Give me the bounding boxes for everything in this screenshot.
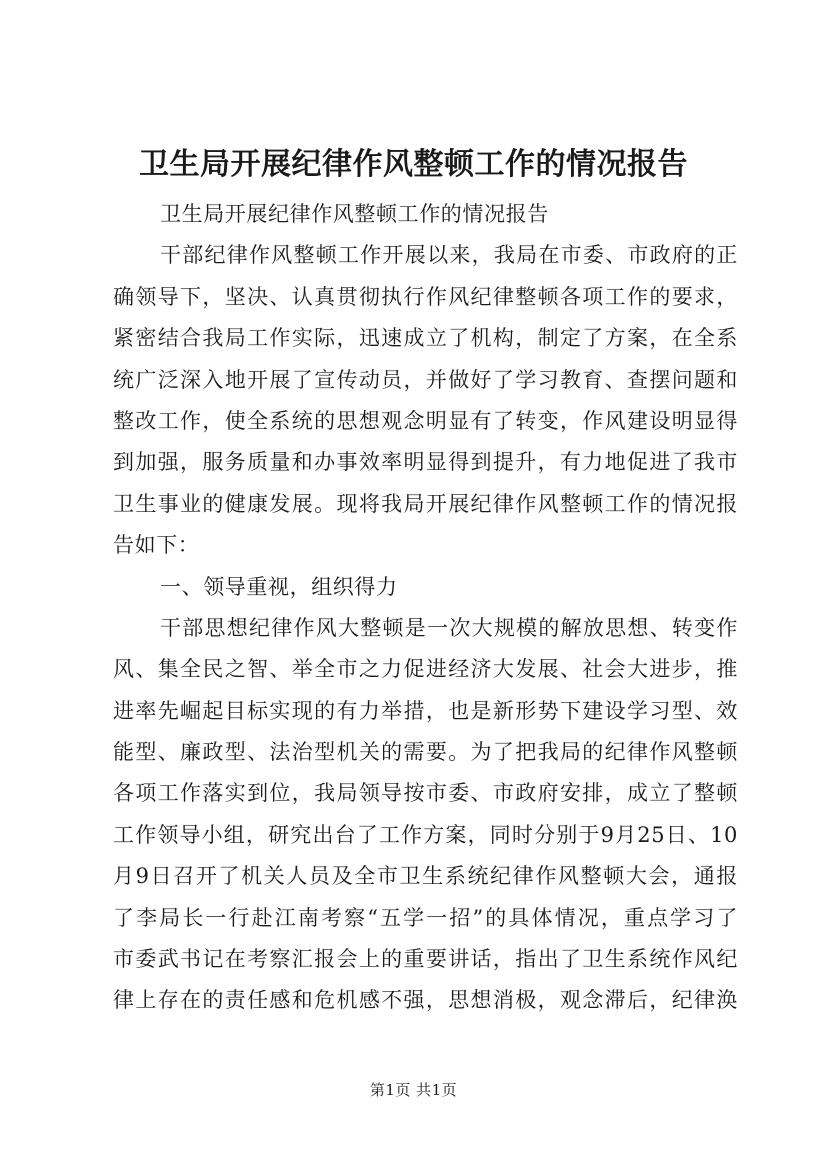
body-line: 市委武书记在考察汇报会上的重要讲话，指出了卫生系统作风纪 bbox=[113, 947, 738, 972]
document-title: 卫生局开展纪律作风整顿工作的情况报告 bbox=[139, 147, 688, 182]
body-line: 告如下： bbox=[113, 533, 200, 558]
page-footer: 第1页 共1页 bbox=[369, 1081, 458, 1099]
body-line: 紧密结合我局工作实际，迅速成立了机构，制定了方案，在全系 bbox=[113, 326, 738, 351]
document-body bbox=[113, 194, 738, 1022]
body-line: 确领导下，坚决、认真贯彻执行作风纪律整顿各项工作的要求， bbox=[113, 284, 738, 309]
body-line: 能型、廉政型、法治型机关的需要。为了把我局的纪律作风整顿 bbox=[113, 740, 738, 765]
body-line: 律上存在的责任感和危机感不强，思想消极，观念滞后，纪律涣 bbox=[113, 988, 738, 1013]
body-line: 风、集全民之智、举全市之力促进经济大发展、社会大进步，推 bbox=[113, 657, 738, 682]
body-line: 统广泛深入地开展了宣传动员，并做好了学习教育、查摆问题和 bbox=[113, 367, 738, 392]
section-heading: 一、领导重视，组织得力 bbox=[160, 574, 398, 599]
body-line: 干部思想纪律作风大整顿是一次大规模的解放思想、转变作 bbox=[160, 615, 738, 640]
body-line: 卫生局开展纪律作风整顿工作的情况报告 bbox=[160, 202, 549, 226]
body-line: 月9日召开了机关人员及全市卫生系统纪律作风整顿大会，通报 bbox=[113, 864, 738, 889]
body-line: 进率先崛起目标实现的有力举措，也是新形势下建设学习型、效 bbox=[113, 698, 738, 723]
body-line: 干部纪律作风整顿工作开展以来，我局在市委、市政府的正 bbox=[160, 243, 738, 268]
body-line: 工作领导小组，研究出台了工作方案，同时分别于9月25日、10 bbox=[113, 822, 738, 847]
body-line: 到加强，服务质量和办事效率明显得到提升，有力地促进了我市 bbox=[113, 450, 738, 475]
body-line: 了李局长一行赴江南考察“五学一招”的具体情况，重点学习了 bbox=[113, 905, 738, 930]
body-line: 整改工作，使全系统的思想观念明显有了转变，作风建设明显得 bbox=[113, 408, 738, 433]
body-line: 各项工作落实到位，我局领导按市委、市政府安排，成立了整顿 bbox=[113, 781, 738, 806]
body-line: 卫生事业的健康发展。现将我局开展纪律作风整顿工作的情况报 bbox=[113, 491, 738, 516]
